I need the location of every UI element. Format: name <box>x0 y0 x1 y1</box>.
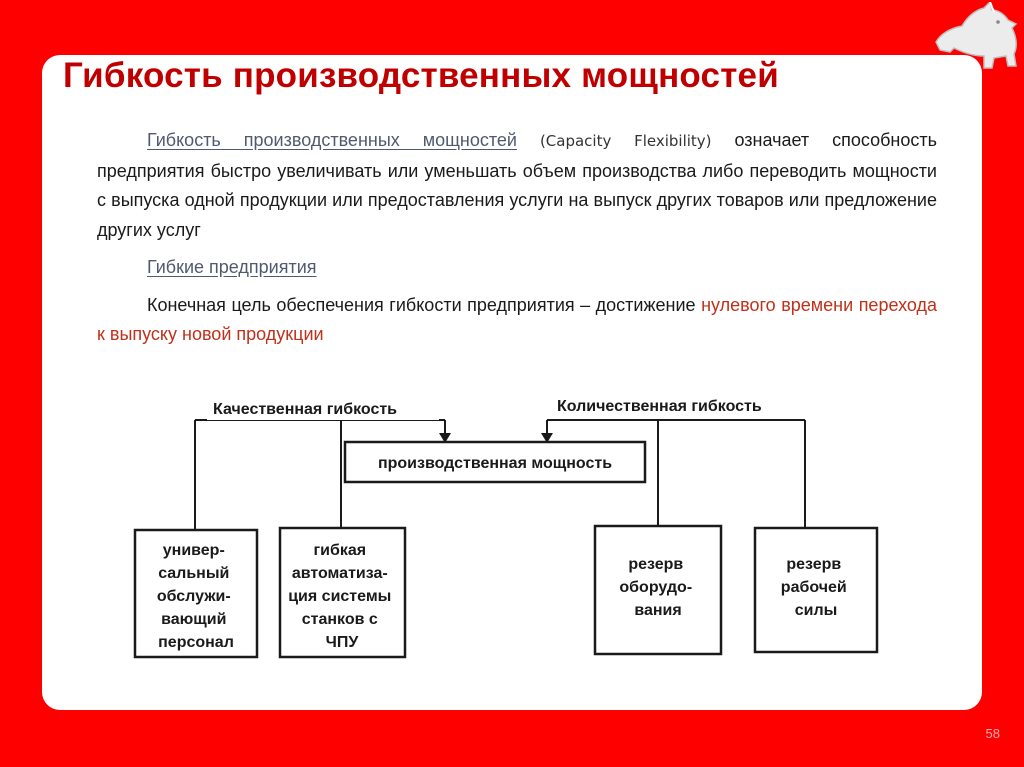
label-qualitative-flexibility: Качественная гибкость <box>213 401 398 418</box>
goal-highlight: нулевого времени перехода к выпуску новой продукции <box>97 294 938 344</box>
box-universal-staff-text: универ- сальный обслужи- вающий персонал <box>156 542 234 651</box>
slide-title: Гибкость производственных мощностей <box>63 56 779 95</box>
flexibility-diagram <box>125 385 895 675</box>
box-labor-reserve-text: резерв рабочей силы <box>780 556 847 619</box>
capacity-flexibility-link[interactable]: Гибкость производственных мощностей <box>147 130 517 150</box>
page-number: 58 <box>985 726 1000 741</box>
definition-paragraph <box>97 126 937 245</box>
body-text <box>97 126 937 350</box>
label-quantitative-flexibility: Количественная гибкость <box>557 398 762 415</box>
box-equipment-reserve-text: резерв оборудо- вания <box>619 556 693 619</box>
goal-paragraph <box>97 291 937 350</box>
rhino-logo-icon <box>932 2 1022 70</box>
capacity-box-label: производственная мощность <box>377 455 613 472</box>
goal-text: Конечная цель обеспечения гибкости предприятия – достижение <box>147 294 696 315</box>
definition-text: означает способность предприятия быстро увеличивать или уменьшать объем производства либо переводить мощности с выпуска одной продукции или предоставления услуги на выпуск других товаров или предложение других услуг <box>97 130 937 240</box>
flexible-enterprises-link[interactable]: Гибкие предприятия <box>147 257 317 277</box>
english-term: (Capacity Flexibility) <box>539 132 712 150</box>
flexible-enterprises-paragraph <box>97 253 937 283</box>
box-flexible-automation-text: гибкая автоматиза- ция системы станков с ЧПУ <box>288 542 392 651</box>
